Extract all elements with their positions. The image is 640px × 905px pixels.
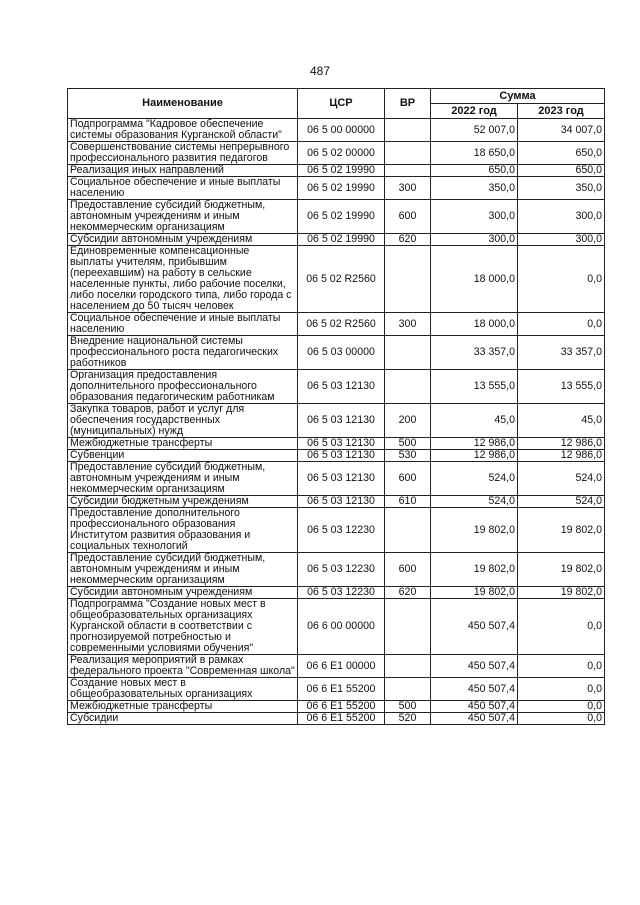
- row-sum-2023-cell: 12 986,0: [518, 450, 605, 462]
- row-sum-2022-cell: 450 507,4: [431, 713, 518, 725]
- header-row: [68, 89, 605, 104]
- row-csr-cell: 06 6 E1 55200: [298, 701, 385, 713]
- row-sum-2022-cell: 18 650,0: [431, 142, 518, 165]
- row-vr-cell: 200: [385, 404, 431, 438]
- row-vr-cell: 610: [385, 496, 431, 508]
- row-sum-2022-cell: 12 986,0: [431, 438, 518, 450]
- header-year-2023: 2023 год: [518, 104, 605, 119]
- row-csr-cell: 06 5 02 19990: [298, 234, 385, 246]
- row-name-cell: Субсидии: [68, 713, 298, 725]
- row-sum-2023-cell: 33 357,0: [518, 336, 605, 370]
- row-sum-2023-cell: 34 007,0: [518, 119, 605, 142]
- row-name-cell: Реализация иных направлений: [68, 165, 298, 177]
- table-row: [68, 462, 605, 496]
- row-sum-2022-cell: 19 802,0: [431, 508, 518, 553]
- table-row: [68, 599, 605, 655]
- row-name-cell: Социальное обеспечение и иные выплаты населению: [68, 177, 298, 200]
- row-csr-cell: 06 5 03 12230: [298, 587, 385, 599]
- row-name-cell: Подпрограмма "Кадровое обеспечение системы образования Курганской области": [68, 119, 298, 142]
- row-sum-2023-cell: 12 986,0: [518, 438, 605, 450]
- row-vr-cell: 620: [385, 587, 431, 599]
- row-sum-2022-cell: 450 507,4: [431, 701, 518, 713]
- page-number: 487: [309, 64, 331, 78]
- row-vr-cell: 530: [385, 450, 431, 462]
- row-sum-2023-cell: 13 555,0: [518, 370, 605, 404]
- row-name-cell: Организация предоставления дополнительного профессионального образования педагогическим работникам: [68, 370, 298, 404]
- row-csr-cell: 06 6 E1 55200: [298, 713, 385, 725]
- table-row: [68, 142, 605, 165]
- row-csr-cell: 06 5 03 12130: [298, 462, 385, 496]
- row-sum-2022-cell: 19 802,0: [431, 587, 518, 599]
- row-csr-cell: 06 5 02 00000: [298, 142, 385, 165]
- table-row: [68, 119, 605, 142]
- row-name-cell: Предоставление дополнительного профессионального образования Институтом развития образования и социальных технологий: [68, 508, 298, 553]
- row-vr-cell: 600: [385, 462, 431, 496]
- row-name-cell: Межбюджетные трансферты: [68, 701, 298, 713]
- table-row: [68, 587, 605, 599]
- header-sum: Сумма: [431, 89, 605, 104]
- row-vr-cell: [385, 678, 431, 701]
- row-name-cell: Субсидии бюджетным учреждениям: [68, 496, 298, 508]
- row-name-cell: Предоставление субсидий бюджетным, автономным учреждениям и иным некоммерческим организациям: [68, 553, 298, 587]
- row-csr-cell: 06 5 03 12230: [298, 553, 385, 587]
- row-csr-cell: 06 5 02 19990: [298, 165, 385, 177]
- row-name-cell: Предоставление субсидий бюджетным, автономным учреждениям и иным некоммерческим организациям: [68, 462, 298, 496]
- row-csr-cell: 06 5 02 R2560: [298, 313, 385, 336]
- row-sum-2022-cell: 18 000,0: [431, 313, 518, 336]
- table-row: [68, 508, 605, 553]
- row-sum-2023-cell: 0,0: [518, 313, 605, 336]
- table-body: [68, 119, 605, 725]
- row-sum-2022-cell: 300,0: [431, 234, 518, 246]
- row-sum-2023-cell: 524,0: [518, 496, 605, 508]
- row-sum-2023-cell: 45,0: [518, 404, 605, 438]
- row-sum-2023-cell: 300,0: [518, 200, 605, 234]
- row-sum-2023-cell: 0,0: [518, 246, 605, 313]
- row-csr-cell: 06 5 02 19990: [298, 177, 385, 200]
- row-vr-cell: [385, 370, 431, 404]
- table-row: [68, 678, 605, 701]
- row-csr-cell: 06 5 03 12130: [298, 370, 385, 404]
- row-csr-cell: 06 5 03 12130: [298, 450, 385, 462]
- row-vr-cell: 600: [385, 200, 431, 234]
- row-name-cell: Подпрограмма "Создание новых мест в общеобразовательных организациях Курганской области в соответствии с прогнозируемой потребностью и современными условиями обучения": [68, 599, 298, 655]
- row-name-cell: Внедрение национальной системы профессионального роста педагогических работников: [68, 336, 298, 370]
- row-sum-2023-cell: 524,0: [518, 462, 605, 496]
- row-vr-cell: [385, 655, 431, 678]
- row-sum-2023-cell: 0,0: [518, 713, 605, 725]
- table-row: [68, 655, 605, 678]
- row-sum-2022-cell: 19 802,0: [431, 553, 518, 587]
- row-sum-2022-cell: 12 986,0: [431, 450, 518, 462]
- row-sum-2022-cell: 524,0: [431, 496, 518, 508]
- row-name-cell: Совершенствование системы непрерывного профессионального развития педагогов: [68, 142, 298, 165]
- table-row: [68, 313, 605, 336]
- table-row: [68, 165, 605, 177]
- row-csr-cell: 06 6 00 00000: [298, 599, 385, 655]
- row-sum-2023-cell: 19 802,0: [518, 553, 605, 587]
- row-vr-cell: 500: [385, 701, 431, 713]
- row-sum-2022-cell: 350,0: [431, 177, 518, 200]
- row-vr-cell: [385, 246, 431, 313]
- row-sum-2022-cell: 18 000,0: [431, 246, 518, 313]
- row-name-cell: Создание новых мест в общеобразовательных организациях: [68, 678, 298, 701]
- row-vr-cell: 300: [385, 313, 431, 336]
- row-vr-cell: 300: [385, 177, 431, 200]
- table-row: [68, 246, 605, 313]
- row-sum-2023-cell: 19 802,0: [518, 587, 605, 599]
- row-sum-2022-cell: 13 555,0: [431, 370, 518, 404]
- row-vr-cell: [385, 142, 431, 165]
- row-sum-2022-cell: 33 357,0: [431, 336, 518, 370]
- row-vr-cell: 600: [385, 553, 431, 587]
- row-sum-2023-cell: 19 802,0: [518, 508, 605, 553]
- row-name-cell: Межбюджетные трансферты: [68, 438, 298, 450]
- row-sum-2023-cell: 650,0: [518, 142, 605, 165]
- row-sum-2023-cell: 0,0: [518, 678, 605, 701]
- row-sum-2023-cell: 0,0: [518, 701, 605, 713]
- row-vr-cell: 500: [385, 438, 431, 450]
- row-sum-2022-cell: 450 507,4: [431, 599, 518, 655]
- row-csr-cell: 06 5 02 19990: [298, 200, 385, 234]
- header-name: Наименование: [68, 89, 298, 119]
- row-vr-cell: [385, 165, 431, 177]
- row-csr-cell: 06 5 03 12130: [298, 438, 385, 450]
- row-sum-2022-cell: 45,0: [431, 404, 518, 438]
- row-sum-2022-cell: 300,0: [431, 200, 518, 234]
- row-vr-cell: [385, 119, 431, 142]
- row-sum-2023-cell: 350,0: [518, 177, 605, 200]
- table-row: [68, 713, 605, 725]
- row-name-cell: Социальное обеспечение и иные выплаты населению: [68, 313, 298, 336]
- budget-table: [67, 88, 605, 725]
- row-csr-cell: 06 6 E1 00000: [298, 655, 385, 678]
- row-sum-2022-cell: 52 007,0: [431, 119, 518, 142]
- row-sum-2022-cell: 450 507,4: [431, 678, 518, 701]
- table-row: [68, 336, 605, 370]
- row-name-cell: Единовременные компенсационные выплаты учителям, прибывшим (переехавшим) на работу в сельские населенные пункты, либо рабочие поселки, либо поселки городского типа, либо города с населением до 50 тысяч человек: [68, 246, 298, 313]
- row-sum-2022-cell: 650,0: [431, 165, 518, 177]
- row-vr-cell: [385, 599, 431, 655]
- header-year-2022: 2022 год: [431, 104, 518, 119]
- row-vr-cell: [385, 336, 431, 370]
- row-name-cell: Субсидии автономным учреждениям: [68, 234, 298, 246]
- row-name-cell: Субсидии автономным учреждениям: [68, 587, 298, 599]
- table-row: [68, 177, 605, 200]
- table-row: [68, 404, 605, 438]
- table-row: [68, 370, 605, 404]
- header-csr: ЦСР: [298, 89, 385, 119]
- row-csr-cell: 06 5 00 00000: [298, 119, 385, 142]
- row-sum-2023-cell: 0,0: [518, 655, 605, 678]
- table-row: [68, 200, 605, 234]
- row-csr-cell: 06 5 03 12130: [298, 496, 385, 508]
- row-csr-cell: 06 5 03 12230: [298, 508, 385, 553]
- row-sum-2022-cell: 450 507,4: [431, 655, 518, 678]
- row-vr-cell: 520: [385, 713, 431, 725]
- table-row: [68, 496, 605, 508]
- table-row: [68, 553, 605, 587]
- table-row: [68, 701, 605, 713]
- row-csr-cell: 06 6 E1 55200: [298, 678, 385, 701]
- row-csr-cell: 06 5 03 00000: [298, 336, 385, 370]
- header-vr: ВР: [385, 89, 431, 119]
- row-name-cell: Закупка товаров, работ и услуг для обеспечения государственных (муниципальных) нужд: [68, 404, 298, 438]
- row-name-cell: Субвенции: [68, 450, 298, 462]
- row-sum-2022-cell: 524,0: [431, 462, 518, 496]
- table-row: [68, 438, 605, 450]
- row-name-cell: Предоставление субсидий бюджетным, автономным учреждениям и иным некоммерческим организациям: [68, 200, 298, 234]
- row-name-cell: Реализация мероприятий в рамках федерального проекта "Современная школа": [68, 655, 298, 678]
- row-sum-2023-cell: 650,0: [518, 165, 605, 177]
- row-csr-cell: 06 5 03 12130: [298, 404, 385, 438]
- row-vr-cell: [385, 508, 431, 553]
- row-csr-cell: 06 5 02 R2560: [298, 246, 385, 313]
- row-sum-2023-cell: 300,0: [518, 234, 605, 246]
- table-row: [68, 450, 605, 462]
- row-vr-cell: 620: [385, 234, 431, 246]
- table-row: [68, 234, 605, 246]
- row-sum-2023-cell: 0,0: [518, 599, 605, 655]
